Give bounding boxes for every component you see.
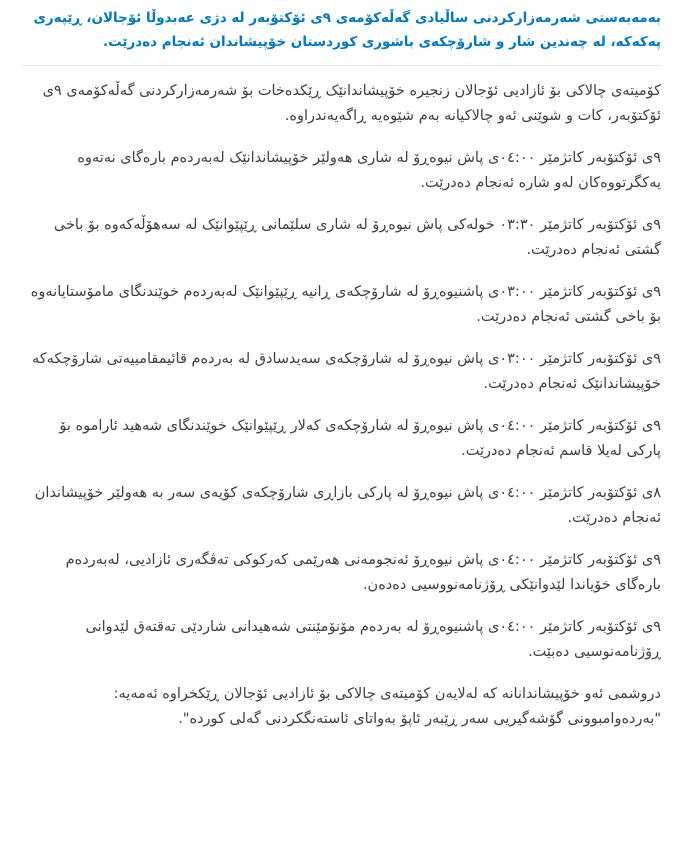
article-lead: بەمەبەستی شەرمەزارکردنی ساڵیادی گەڵەکۆمەی ٩ی ئۆکتۆبەر لە دژی عەبدوڵا ئۆجالان، ڕێپەری پەکەکە، لە چەندین شار و شارۆچکەی باشوری کوردستان خۆپیشاندان ئەنجام دەدرێت. [33,10,661,50]
paragraph: ٩ی ئۆکتۆبەر کاتژمێر ٠٣:٠٠ی پاشنیوەڕۆ لە شارۆچکەی ڕانیە ڕێپێوانێک لەبەردەم خوێندنگای مامۆستایانەوە بۆ باخی گشتی ئەنجام دەدرێت. [30,284,661,325]
paragraph: دروشمی ئەو خۆپیشاندانانە کە لەلایەن کۆمیتەی چالاکی بۆ ئازادیی ئۆجالان ڕێکخراوە ئەمەیە: "بەردەوامبوونی گۆشەگیریی سەر ڕێبەر ئاپۆ بەواتای ئاستەنگکردنی گەلی کوردە". [113,686,661,727]
paragraph: ٩ی ئۆکتۆبەر کاتژمێر ٠٣:٠٠ی پاش نیوەڕۆ لە شارۆچکەی سەیدسادق لە بەردەم قائیمقامییەتی شارۆچکەکە خۆپیشاندانێک ئەنجام دەدرێت. [31,351,661,392]
divider [22,65,661,66]
paragraph: ٩ی ئۆکتۆبەر کاتژمێر ٠٤:٠٠ی پاشنیوەڕۆ لە بەردەم مۆنۆمێنتی شەهیدانی شاردێی تەقتەق لێدوانی ڕۆژنامەنوسیی دەبێت. [85,619,661,660]
article-body [22,79,661,732]
paragraph: ٩ی ئۆکتۆبەر کاتژمێر ٠٤:٠٠ی پاش نیوەڕۆ لە شاری هەولێر خۆپیشاندانێک لەبەردەم بارەگای نەتەوە یەکگرتووەکان لەو شارە ئەنجام دەدرێت. [77,150,661,191]
paragraph: ٩ی ئۆکتۆبەر کاتژمێر ٠٤:٠٠ی پاش نیوەڕۆ لە شارۆچکەی کەلار ڕێپێوانێک خوێندنگای شەهید ئاراموە بۆ پارکی لەیلا قاسم ئەنجام دەدرێت. [59,418,661,459]
paragraph: ٩ی ئۆکتۆبەر کاتژمێر ٠٣:٣٠ خولەکی پاش نیوەڕۆ لە شاری سلێمانی ڕێپێوانێک لە سەهۆڵەکەوە بۆ باخی گشتی ئەنجام دەدرێت. [53,217,661,258]
paragraph: کۆمیتەی چالاکی بۆ ئازادیی ئۆجالان زنجیرە خۆپیشاندانێک ڕێکدەخات بۆ شەرمەزارکردنی گەڵەکۆمەی ٩ی ئۆکتۆبەر، کات و شوێنی ئەو چالاکیانە بەم شێوەیە ڕاگەیەندراوە. [42,83,661,124]
paragraph: ٨ی ئۆکتۆبەر کاتژمێر ٠٤:٠٠ی پاش نیوەڕۆ لە پارکی بازاڕی شارۆچکەی کۆیەی سەر بە هەولێر خۆپیشاندان ئەنجام دەدرێت. [34,485,661,526]
paragraph: ٩ی ئۆکتۆبەر کاتژمێر ٠٤:٠٠ی پاش نیوەڕۆ ئەنجومەنی هەرێمی کەرکوکی تەڤگەری ئازادیی، لەبەردەم بارەگای خۆیاندا لێدوانێکی ڕۆژنامەنووسیی دەدەن. [65,552,661,593]
